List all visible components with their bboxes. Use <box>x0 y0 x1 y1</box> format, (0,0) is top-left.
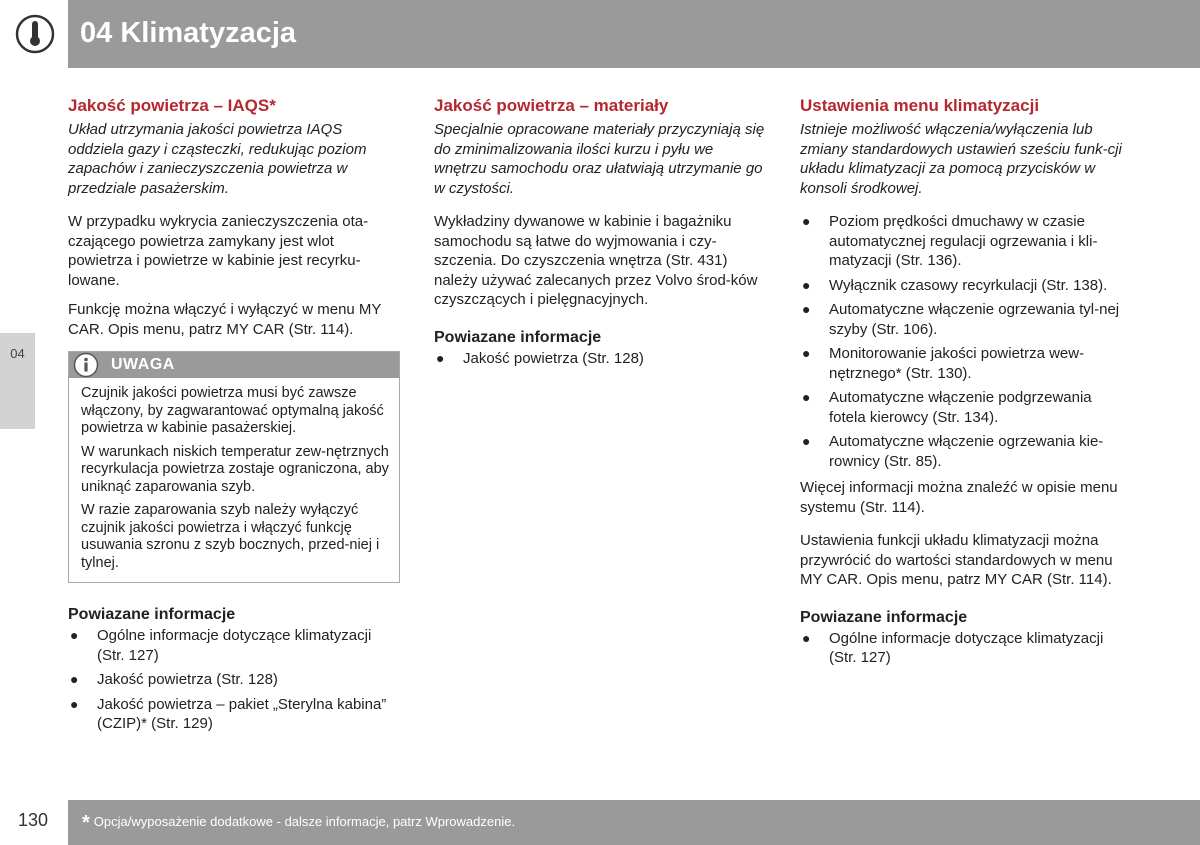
list-item <box>800 212 1132 271</box>
related-link[interactable] <box>68 626 400 665</box>
section-title: Jakość powietrza – IAQS* <box>68 96 276 115</box>
footer-note <box>82 811 515 834</box>
list-item <box>800 344 1132 383</box>
body-paragraph: Ustawienia funkcji układu klimatyzacji można przywrócić do wartości standardowych w menu MY CAR. Opis menu, patrz MY CAR (Str. 114). <box>800 532 1113 588</box>
page-number: 130 <box>18 810 49 830</box>
list-item <box>800 300 1132 339</box>
list-item-text: Automatyczne włączenie ogrzewania kie-rownicy (Str. 85). <box>829 433 1104 470</box>
bullet-icon: ● <box>802 276 811 293</box>
list-item <box>800 432 1132 471</box>
related-link[interactable] <box>68 670 400 690</box>
bullet-icon: ● <box>802 345 811 361</box>
thermometer-icon <box>15 14 55 54</box>
bullet-icon: ● <box>802 389 811 405</box>
related-link-text: Ogólne informacje dotyczące klimatyzacji (Str. 127) <box>97 627 372 664</box>
bullet-icon: ● <box>436 349 445 366</box>
bullet-icon: ● <box>802 433 811 449</box>
body-paragraph: Wykładziny dywanowe w kabinie i bagażniku samochodu są łatwe do wyjmowania i czy-szczenia. Do czyszczenia wnętrza (Str. 431) należy używać zalecanych przez Volvo środ-ków czyszczących i pielęgnacyjnych. <box>434 213 758 308</box>
note-paragraph: W warunkach niskich temperatur zew-nętrznych recyrkulacja powietrza zostaje ograniczona, aby uniknąć zaparowania szyb. <box>81 443 389 495</box>
note-header <box>69 352 399 378</box>
chapter-icon-box <box>0 0 68 68</box>
list-item-text: Automatyczne włączenie ogrzewania tyl-nej szyby (Str. 106). <box>829 301 1120 338</box>
related-title: Powiazane informacje <box>68 606 236 623</box>
body-paragraph: Funkcję można włączyć i wyłączyć w menu MY CAR. Opis menu, patrz MY CAR (Str. 114). <box>68 301 382 338</box>
section-lead: Istnieje możliwość włączenia/wyłączenia lub zmiany standardowych ustawień sześciu funk-cji układu klimatyzacji za pomocą przycisków w konsoli środkowej. <box>800 121 1122 197</box>
bullet-icon: ● <box>70 627 79 643</box>
note-title: UWAGA <box>111 356 175 373</box>
list-item-text: Monitorowanie jakości powietrza wew-nętrznego* (Str. 130). <box>829 345 1085 382</box>
section-title: Jakość powietrza – materiały <box>434 96 669 115</box>
footnote-star: * <box>82 812 90 834</box>
related-title: Powiazane informacje <box>434 328 602 346</box>
note-body <box>69 378 399 582</box>
chapter-title: 04 Klimatyzacja <box>80 17 297 49</box>
column-iaqs <box>68 96 400 739</box>
list-item <box>800 388 1132 427</box>
note-paragraph: W razie zaparowania szyb należy wyłączyć czujnik jakości powietrza i włączyć funkcję usuwania szronu z szyb bocznych, przed-niej i tylnej. <box>81 502 380 571</box>
note-paragraph: Czujnik jakości powietrza musi być zawsze włączony, by zagwarantować optymalną jakość powietrza w kabinie pasażerskiej. <box>81 385 384 436</box>
related-link[interactable] <box>68 695 400 734</box>
footer-note-text: Opcja/wyposażenie dodatkowe - dalsze informacje, patrz Wprowadzenie. <box>93 814 516 829</box>
related-info <box>68 605 400 734</box>
related-list <box>800 629 1132 668</box>
bullet-icon: ● <box>70 695 79 712</box>
list-item <box>800 276 1132 296</box>
column-materials <box>434 96 766 373</box>
bullet-icon: ● <box>802 213 811 229</box>
body-paragraph: Więcej informacji można znaleźć w opisie menu systemu (Str. 114). <box>800 479 1118 516</box>
bullet-icon: ● <box>802 301 811 317</box>
section-lead: Specjalnie opracowane materiały przyczyniają się do zminimalizowania ilości kurzu i pyłu we wnętrzu samochodu oraz ułatwiają utrzymanie go w czystości. <box>434 121 765 197</box>
settings-list <box>800 212 1132 471</box>
bullet-icon: ● <box>802 629 811 646</box>
note-box <box>68 351 400 583</box>
column-climate-menu <box>800 96 1132 673</box>
related-link-text: Jakość powietrza – pakiet „Sterylna kabina” (CZIP)* (Str. 129) <box>97 695 387 732</box>
related-link-text: Ogólne informacje dotyczące klimatyzacji (Str. 127) <box>829 629 1104 666</box>
bullet-icon: ● <box>70 671 79 687</box>
list-item-text: Wyłącznik czasowy recyrkulacji (Str. 138). <box>829 276 1108 294</box>
list-item-text: Poziom prędkości dmuchawy w czasie automatycznej regulacji ogrzewania i kli-matyzacji (Str. 136). <box>829 213 1098 269</box>
related-link[interactable] <box>800 629 1132 668</box>
related-link[interactable] <box>434 349 766 369</box>
chapter-side-tab-label: 04 <box>10 346 25 361</box>
related-list <box>68 626 400 734</box>
related-link-text: Jakość powietrza (Str. 128) <box>97 671 278 688</box>
section-title: Ustawienia menu klimatyzacji <box>800 96 1040 115</box>
related-link-text: Jakość powietrza (Str. 128) <box>463 349 644 367</box>
list-item-text: Automatyczne włączenie podgrzewania fotela kierowcy (Str. 134). <box>829 389 1092 426</box>
section-lead: Układ utrzymania jakości powietrza IAQS oddziela gazy i cząsteczki, redukując poziom zapachów i zanieczyszczenia powietrza w przedziale pasażerskim. <box>68 121 367 197</box>
body-paragraph: W przypadku wykrycia zanieczyszczenia ota-czającego powietrza zamykany jest wlot powietrza i powietrze w kabinie jest recyrku-lowane. <box>68 213 369 289</box>
related-list <box>434 349 766 369</box>
info-icon <box>73 352 99 378</box>
related-title: Powiazane informacje <box>800 608 968 626</box>
